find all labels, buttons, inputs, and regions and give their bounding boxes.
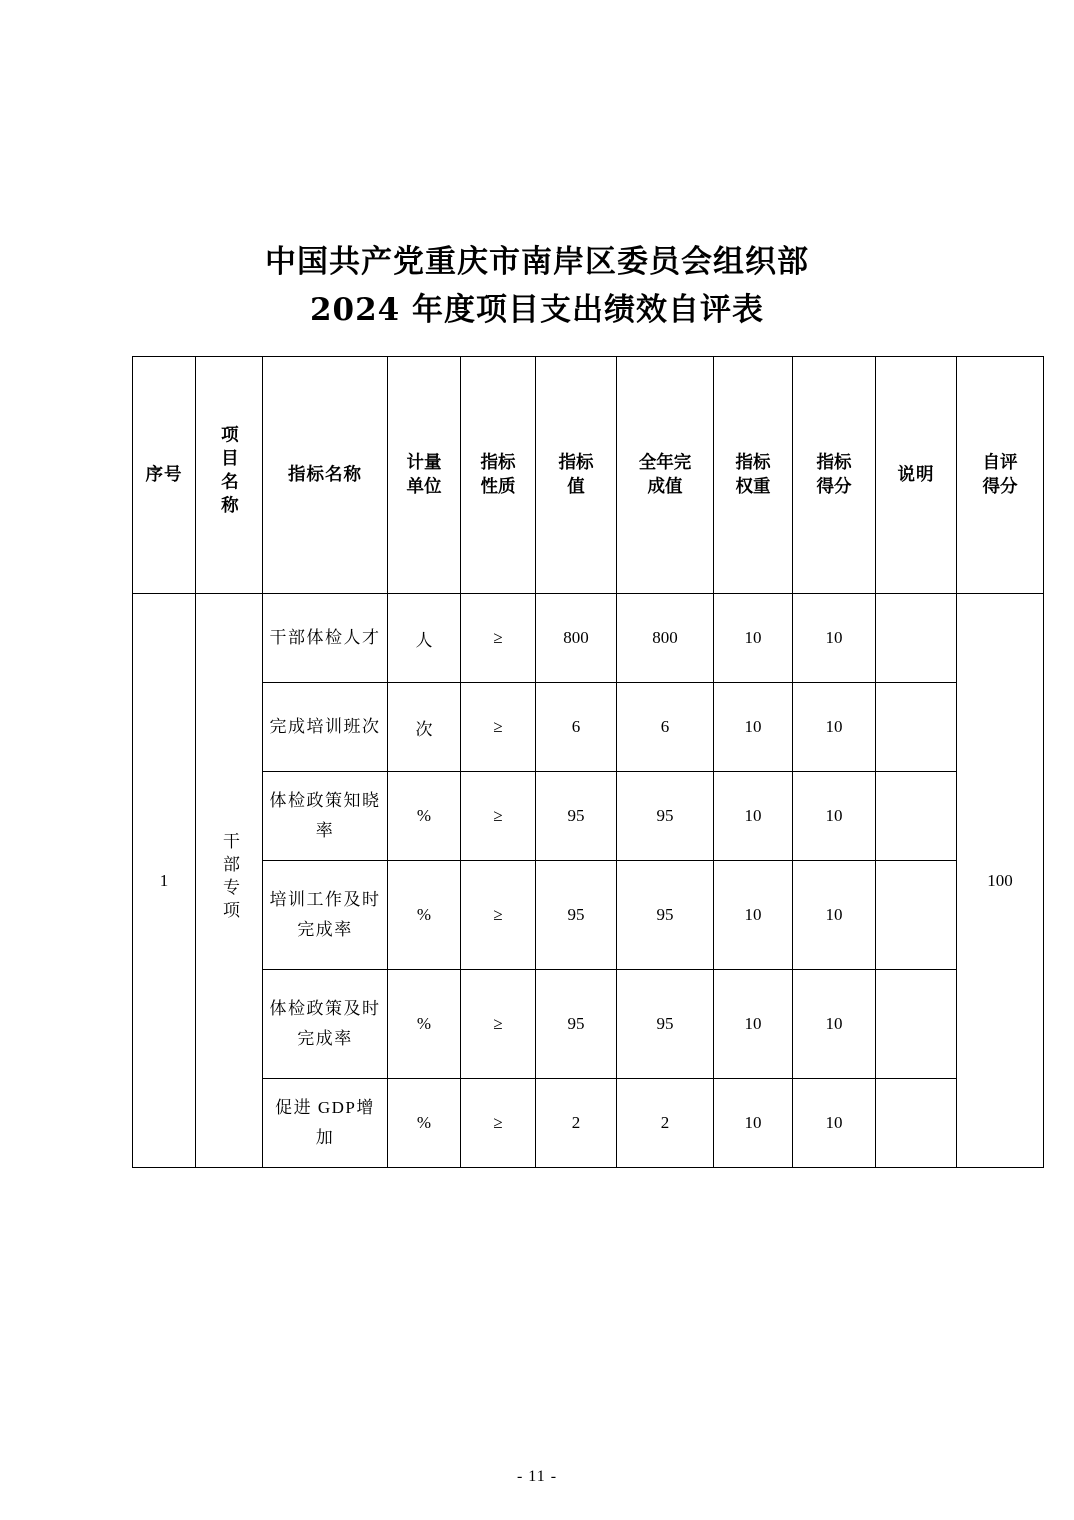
cell-year-value: 2	[617, 1079, 714, 1168]
header-value-line2: 值	[567, 476, 585, 497]
document-title	[0, 0, 1074, 334]
header-indicator-name	[263, 357, 388, 594]
header-year-value	[617, 357, 714, 594]
cell-unit: %	[388, 970, 461, 1079]
cell-indicator-name: 促进 GDP增加	[263, 1079, 388, 1168]
header-year-value-line2: 成值	[647, 476, 683, 497]
table-row	[133, 772, 1044, 861]
cell-weight: 10	[714, 772, 793, 861]
cell-weight: 10	[714, 683, 793, 772]
cell-note	[876, 1079, 957, 1168]
cell-note	[876, 683, 957, 772]
header-nature-line1: 指标	[480, 452, 516, 473]
cell-nature: ≥	[461, 970, 536, 1079]
cell-indicator-name: 完成培训班次	[263, 683, 388, 772]
performance-table-wrapper	[132, 356, 1018, 1168]
header-indicator-name-label: 指标名称	[288, 464, 362, 485]
table-row	[133, 970, 1044, 1079]
table-row	[133, 861, 1044, 970]
cell-value: 800	[536, 594, 617, 683]
cell-group-project-name	[196, 594, 263, 1168]
header-score	[793, 357, 876, 594]
header-value	[536, 357, 617, 594]
cell-value: 95	[536, 861, 617, 970]
header-weight-line2: 权重	[735, 476, 771, 497]
header-unit	[388, 357, 461, 594]
header-nature-line2: 性质	[480, 476, 516, 497]
cell-value: 6	[536, 683, 617, 772]
table-header	[133, 357, 1044, 594]
header-weight-line1: 指标	[735, 452, 771, 473]
cell-unit: %	[388, 1079, 461, 1168]
header-year-value-line1: 全年完	[638, 452, 692, 473]
header-score-line2: 得分	[816, 476, 852, 497]
cell-unit: 人	[388, 594, 461, 683]
title-line-2: 2024 年度项目支出绩效自评表	[309, 292, 765, 329]
cell-weight: 10	[714, 970, 793, 1079]
header-unit-line1: 计量	[406, 452, 442, 473]
cell-nature: ≥	[461, 594, 536, 683]
cell-score: 10	[793, 1079, 876, 1168]
cell-score: 10	[793, 970, 876, 1079]
cell-year-value: 6	[617, 683, 714, 772]
header-score-line1: 指标	[816, 452, 852, 473]
cell-value: 2	[536, 1079, 617, 1168]
header-project-name-label: 项目名称	[219, 424, 240, 519]
cell-weight: 10	[714, 1079, 793, 1168]
cell-value: 95	[536, 970, 617, 1079]
cell-nature: ≥	[461, 1079, 536, 1168]
table-header-row	[133, 357, 1044, 594]
header-note-label: 说明	[897, 464, 935, 485]
header-nature	[461, 357, 536, 594]
header-unit-line2: 单位	[406, 476, 442, 497]
cell-unit: %	[388, 772, 461, 861]
cell-year-value: 800	[617, 594, 714, 683]
cell-group-project-name-label: 干部专项	[220, 832, 240, 925]
header-weight	[714, 357, 793, 594]
cell-value: 95	[536, 772, 617, 861]
header-note	[876, 357, 957, 594]
table-body	[133, 594, 1044, 1168]
cell-weight: 10	[714, 861, 793, 970]
cell-score: 10	[793, 594, 876, 683]
cell-score: 10	[793, 772, 876, 861]
cell-weight: 10	[714, 594, 793, 683]
cell-score: 10	[793, 861, 876, 970]
header-index	[133, 357, 196, 594]
cell-note	[876, 772, 957, 861]
cell-nature: ≥	[461, 772, 536, 861]
table-row	[133, 594, 1044, 683]
header-value-line1: 指标	[558, 452, 594, 473]
cell-year-value: 95	[617, 772, 714, 861]
cell-indicator-name: 体检政策及时完成率	[263, 970, 388, 1079]
cell-unit: 次	[388, 683, 461, 772]
header-project-name	[196, 357, 263, 594]
header-self-score-line2: 得分	[982, 476, 1018, 497]
table-row	[133, 683, 1044, 772]
cell-group-self-score: 100	[957, 594, 1044, 1168]
cell-group-index: 1	[133, 594, 196, 1168]
cell-indicator-name: 培训工作及时完成率	[263, 861, 388, 970]
cell-note	[876, 861, 957, 970]
cell-nature: ≥	[461, 683, 536, 772]
cell-unit: %	[388, 861, 461, 970]
cell-nature: ≥	[461, 861, 536, 970]
header-self-score-line1: 自评	[982, 452, 1018, 473]
performance-table	[132, 356, 1044, 1168]
cell-note	[876, 970, 957, 1079]
cell-year-value: 95	[617, 970, 714, 1079]
cell-indicator-name: 体检政策知晓率	[263, 772, 388, 861]
cell-year-value: 95	[617, 861, 714, 970]
cell-score: 10	[793, 683, 876, 772]
cell-note	[876, 594, 957, 683]
cell-indicator-name: 干部体检人才	[263, 594, 388, 683]
title-line-1: 中国共产党重庆市南岸区委员会组织部	[265, 244, 809, 280]
header-index-label: 序号	[145, 464, 183, 485]
table-row	[133, 1079, 1044, 1168]
page-number: - 11 -	[516, 1468, 558, 1485]
header-self-score	[957, 357, 1044, 594]
